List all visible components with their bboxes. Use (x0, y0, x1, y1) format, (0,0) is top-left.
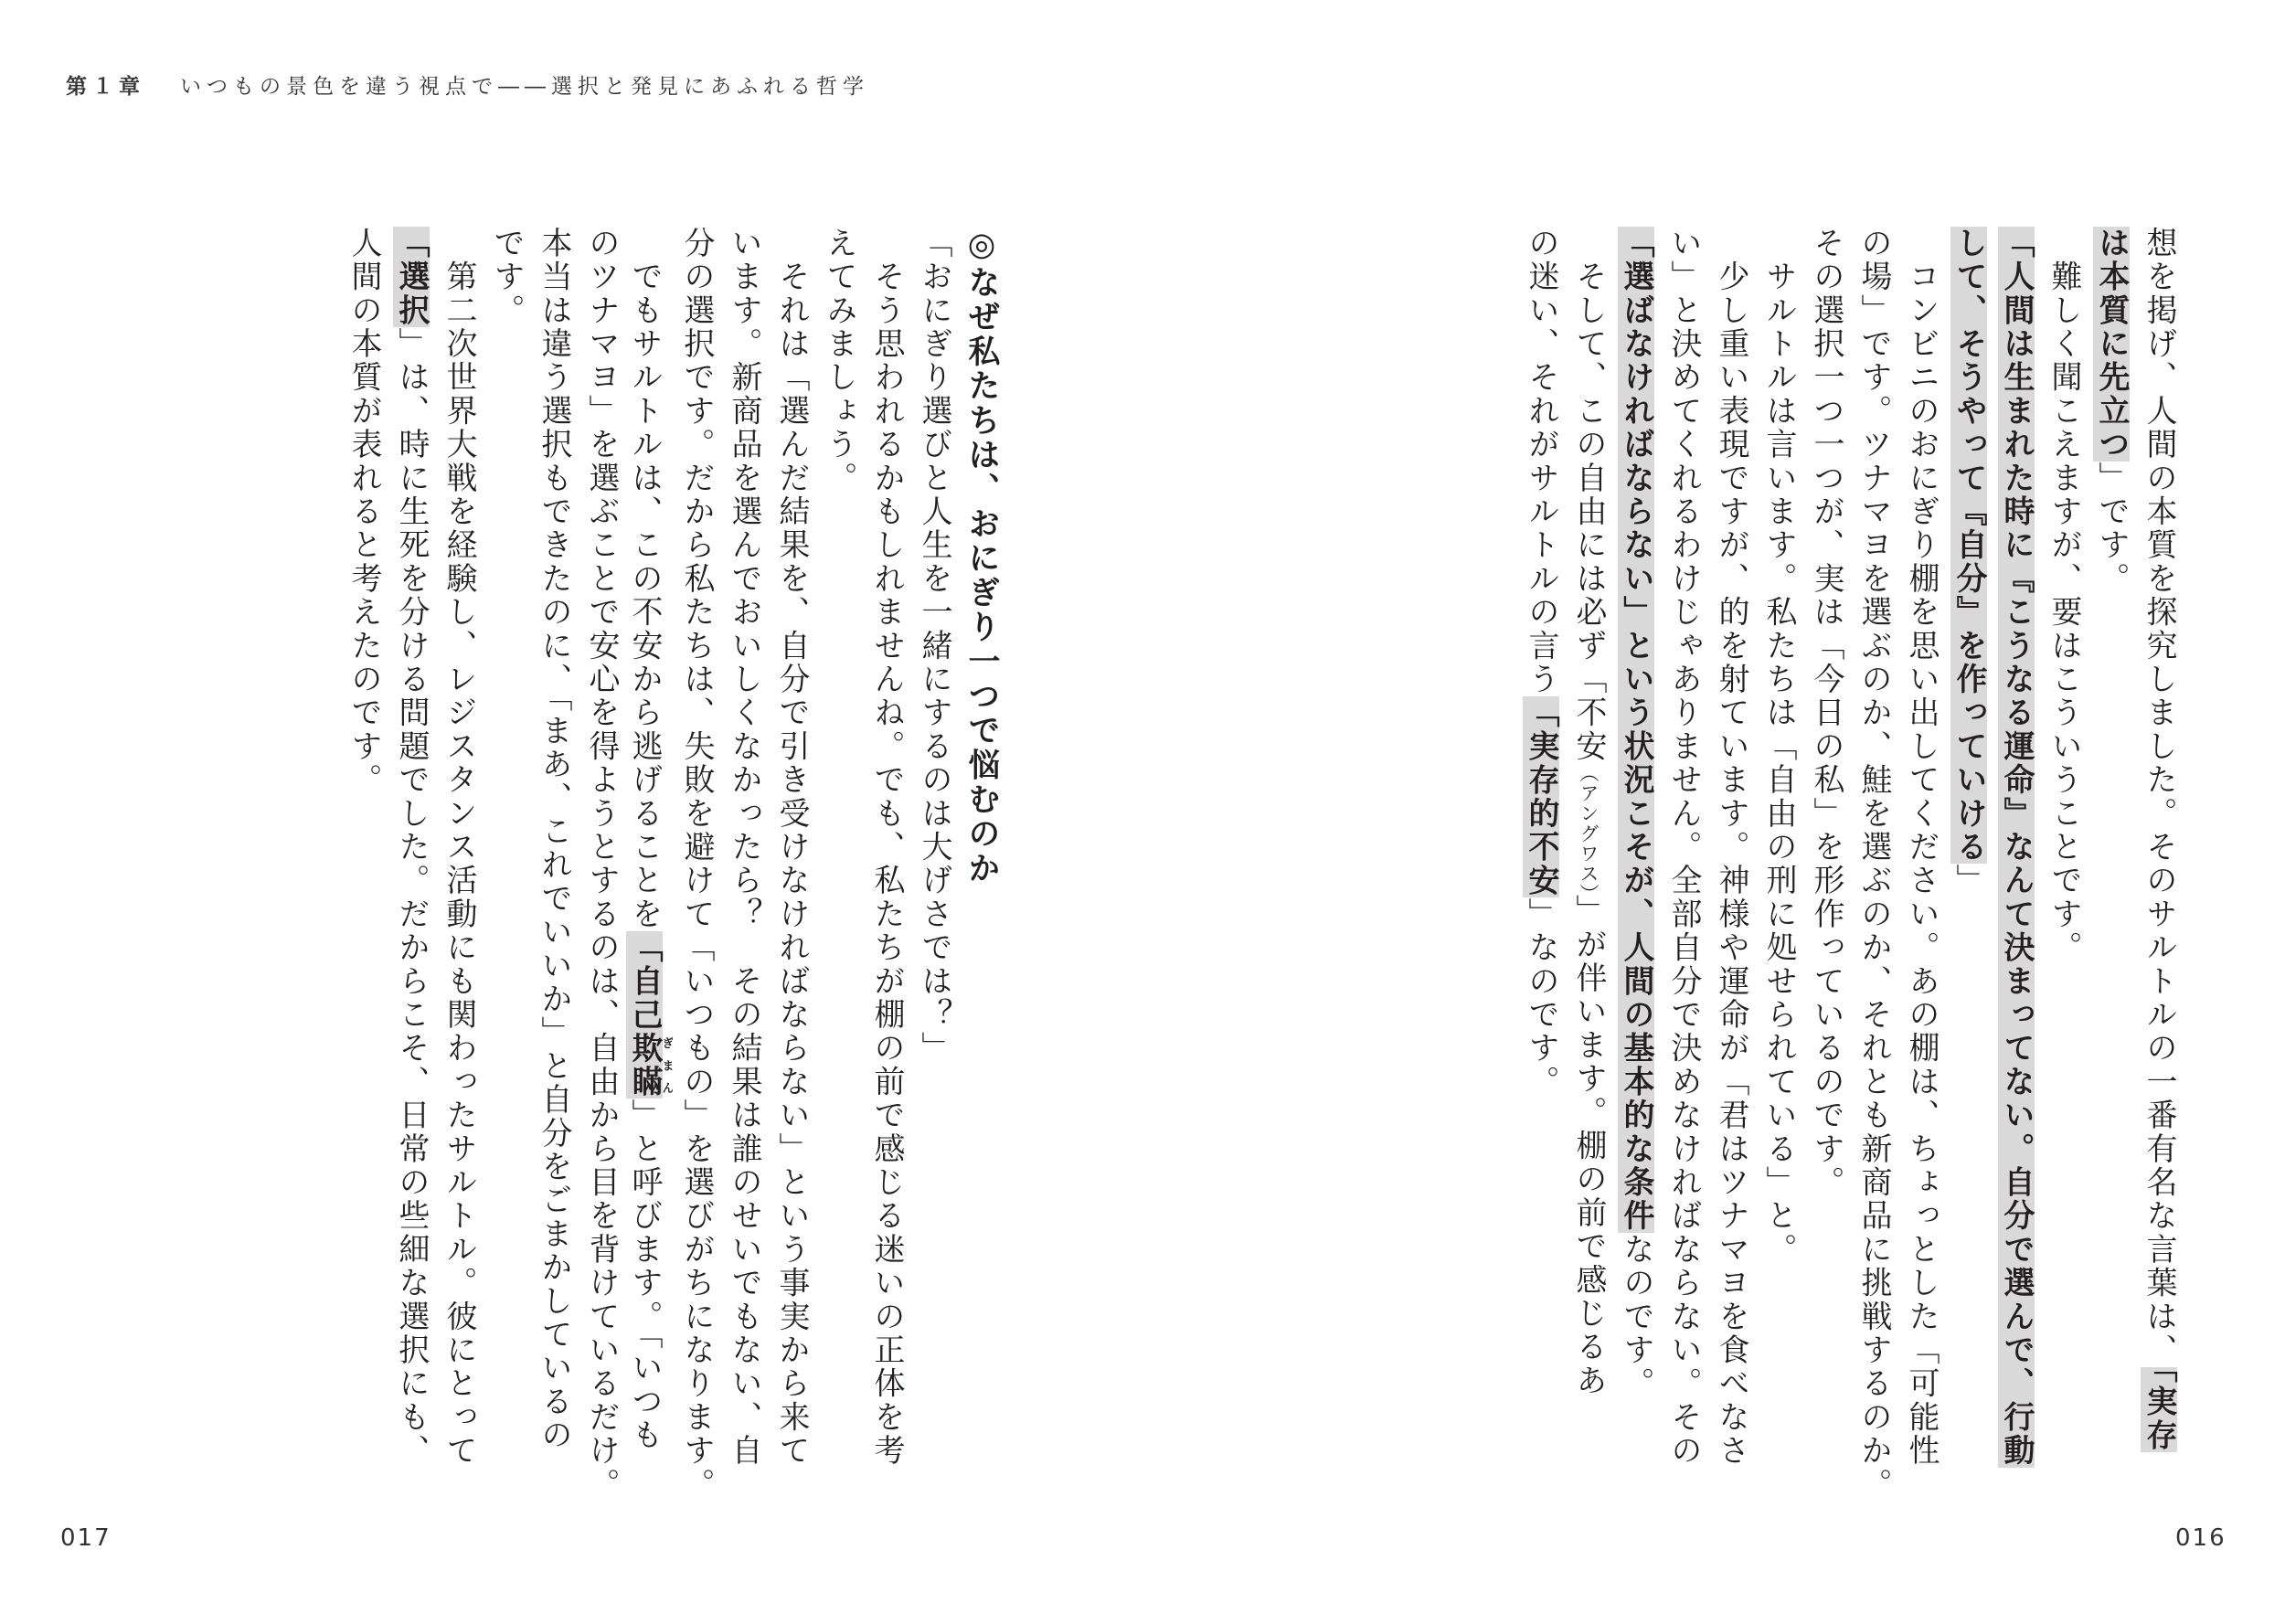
highlight-phrase: 「実存的不安 (1523, 695, 1559, 898)
right-col-9 (1755, 227, 1802, 1524)
chapter-number: 第１章 (66, 75, 145, 99)
text-run: 」です。 (2093, 461, 2130, 596)
text-run: サルトルは言います。私たちは「自由の刑に処せられている」と。 (1760, 227, 1797, 1267)
page-number-right: 016 (2175, 1524, 2227, 1552)
right-col-13 (1565, 227, 1612, 1524)
section-heading (958, 227, 1005, 1524)
text-run: 「おにぎり選びと人生を一緒にするのは大げさでは？」 (916, 227, 952, 1066)
text-run: 難しく聞こえますが、要はこういうことです。 (2046, 227, 2082, 965)
left-col-3 (815, 227, 863, 1524)
left-col-2 (863, 227, 910, 1524)
right-col-4 (1993, 227, 2040, 1524)
highlight-phrase: は本質に先立つ (2093, 227, 2130, 462)
ruby-reading: ぎまん (659, 1031, 673, 1099)
text-run: そう思われるかもしれませんね。でも、私たちが棚の前で感じる迷いの正体を考 (868, 227, 905, 1468)
text-run: 想を掲げ、人間の本質を探究しました。そのサルトルの一番有名な言葉は、 (2141, 227, 2177, 1367)
annotation-small: （アングワス） (1578, 763, 1600, 895)
left-col-4 (768, 227, 815, 1524)
text-run: なのです。 (1618, 1233, 1654, 1401)
text-run: えてみましょう。 (821, 227, 857, 495)
text-run: それは「選んだ結果を、自分で引き受けなければならない」という事実から来て (773, 227, 810, 1468)
text-run: い」と決めてくれるわけじゃありません。全部自分で決めなければならない。その (1665, 227, 1702, 1468)
left-col-6 (673, 227, 720, 1524)
right-col-7 (1850, 227, 1897, 1524)
highlight-phrase (626, 930, 673, 1099)
text-run: その選択一つ一つが、実は「今日の私」を形作っているのです。 (1808, 227, 1844, 1200)
text-run: コンビニのおにぎり棚を思い出してください。あの棚は、ちょっとした「可能性 (1903, 227, 1940, 1468)
text-run: います。新商品を選んでおいしくなかったら？ その結果は誰のせいでもない、自 (726, 227, 762, 1468)
chapter-title: いつもの景色を違う視点で――選択と発見にあふれる哲学 (180, 75, 869, 99)
right-col-8 (1802, 227, 1850, 1524)
right-col-3 (2040, 227, 2088, 1524)
left-col-7 (625, 227, 673, 1524)
heading-text: ◎なぜ私たちは、おにぎり一つで悩むのか (963, 227, 1000, 886)
highlight-phrase: 「選ばなければならない」という状況こそが、人間の基本的な条件 (1618, 227, 1654, 1233)
text-run: 」は、時に生死を分ける問題でした。だからこそ、日常の些細な選択にも、 (393, 327, 430, 1468)
text-run: 」 (1950, 864, 1987, 898)
highlight-phrase: 「人間は生まれた時に『こうなる運命』なんて決まってない。自分で選んで、行動 (1998, 227, 2035, 1468)
highlight-phrase: 「実存 (2141, 1366, 2177, 1452)
running-head (66, 69, 869, 100)
text-run: 少し重い表現ですが、的を射ています。神様や運命が「君はツナマヨを食べなさ (1713, 227, 1749, 1468)
text-run: 」なのです。 (1523, 897, 1559, 1099)
text-run: のツナマヨ」を選ぶことで安心を得ようとするのは、自由から目を背けているだけ。 (583, 227, 620, 1502)
ruby-base: 欺瞞 (626, 1031, 663, 1099)
text-run: 」と呼びます。「いつも (626, 1099, 663, 1452)
left-col-8 (578, 227, 625, 1524)
page-number-left: 017 (60, 1524, 112, 1552)
text-run: 」が伴います。棚の前で感じるあ (1570, 894, 1607, 1398)
right-col-6 (1897, 227, 1945, 1524)
text-run: 分の選択です。だから私たちは、失敗を避けて「いつもの」を選びがちになります。 (678, 227, 715, 1502)
right-col-5 (1945, 227, 1993, 1524)
right-col-10 (1707, 227, 1755, 1524)
right-col-14 (1517, 227, 1565, 1524)
right-col-12 (1612, 227, 1660, 1524)
left-col-9 (530, 227, 578, 1524)
text-run: 本当は違う選択もできたのに、「まあ、これでいいか」と自分をごまかしているの (536, 227, 572, 1452)
left-col-11 (435, 227, 483, 1524)
highlight-phrase: して、そうやって『自分』を作っていける (1950, 227, 1987, 865)
left-col-5 (720, 227, 768, 1524)
text-run: の場」です。ツナマヨを選ぶのか、鮭を選ぶのか、それとも新商品に挑戦するのか。 (1855, 227, 1892, 1502)
text-run: 人間の本質が表れると考えたのです。 (345, 227, 382, 797)
right-col-2 (2088, 227, 2135, 1524)
left-col-13 (340, 227, 388, 1524)
text-run: の迷い、それがサルトルの言う (1523, 227, 1559, 696)
text-run: でもサルトルは、この不安から逃げることを (626, 227, 663, 931)
right-col-1 (2135, 227, 2183, 1524)
text-run: そして、この自由には必ず「不安 (1570, 227, 1607, 764)
text-run: です。 (488, 227, 525, 328)
highlight-phrase: 「選択 (393, 227, 430, 328)
highlight-text: 「自己 (626, 930, 663, 1032)
text-run: 第二次世界大戦を経験し、レジスタンス活動にも関わったサルトル。彼にとって (441, 227, 477, 1468)
left-col-12 (388, 227, 435, 1524)
ruby-term (626, 1031, 673, 1099)
left-col-1 (910, 227, 958, 1524)
left-col-10 (483, 227, 530, 1524)
right-col-11 (1660, 227, 1707, 1524)
